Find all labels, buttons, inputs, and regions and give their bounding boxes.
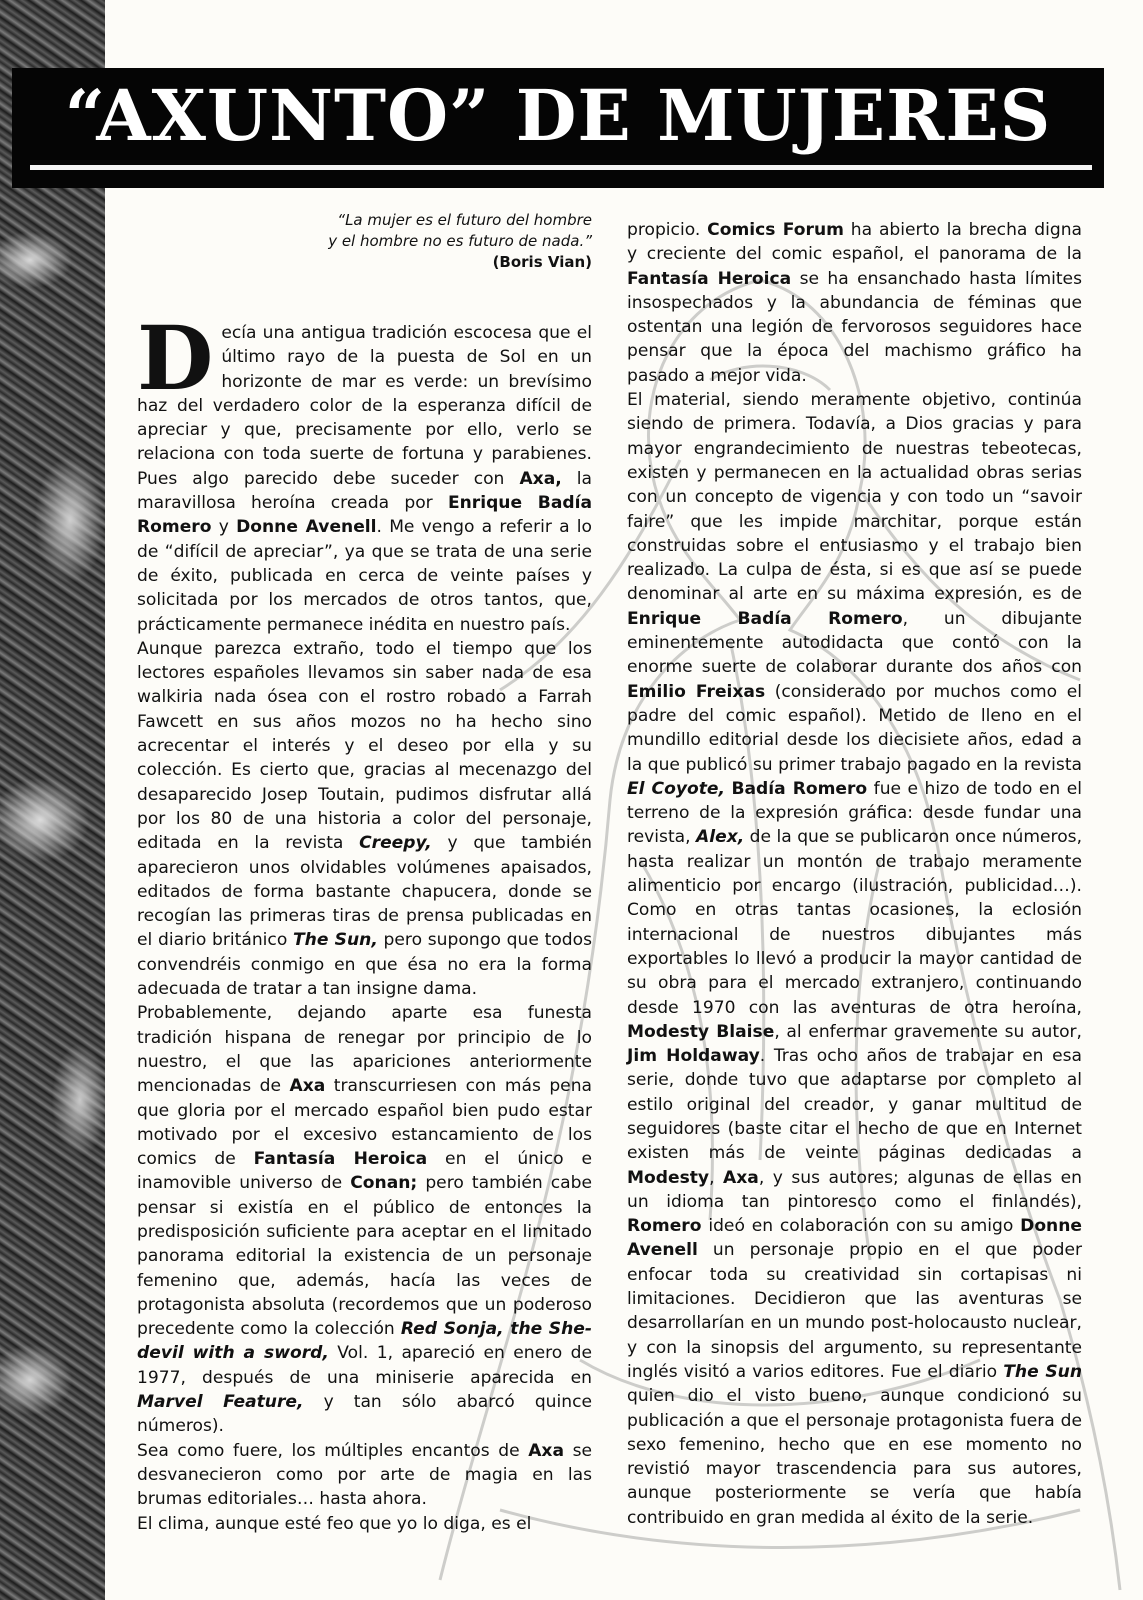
left-column [137,210,592,1536]
right-column [627,218,1082,1530]
title-the-sun: The Sun [1003,1361,1082,1382]
name-emilio-freixas: Emilio Freixas [627,681,766,702]
name-romero: Romero [627,1216,702,1237]
stone-texture-border [0,0,105,1600]
page-title: “AXUNTO” DE MUJERES [64,74,1052,157]
title-the-sun: The Sun, [293,930,378,951]
paragraph-2: Aunque parezca extraño, todo el tiempo que los lectores españoles llevamos sin saber nada de esa walkiria nada ósea con el rostro robado a Farrah Fawcett en sus años mozos no ha hecho sino acrecentar el interés y el deseo por ella y su colección. Es cierto que, gracias al mecenazgo del desaparecido Josep Toutain, pudimos disfrutar allá por los 80 de una historia a color del personaje, editada en la revista Creepy, y que también aparecieron unos olvidables volúmenes apaisados, editados de forma bastante chapucera, donde se recogían las primeras tiras de prensa publicadas en el diario británico The Sun, pero supongo que todos convendréis conmigo en que ésa no era la forma adecuada de tratar a tan insigne dama. [137,638,592,1000]
title-creepy: Creepy, [359,833,432,854]
title-red-sonja: Red Sonja, the She-devil with a sword, [137,1319,592,1364]
drop-cap: D [137,306,214,410]
title-underline [30,165,1092,170]
name-conan: Conan; [350,1173,418,1194]
name-enrique-badia-romero: Enrique Badía Romero [627,608,903,629]
epigraph [137,210,592,273]
name-jim-holdaway: Jim Holdaway [627,1046,760,1067]
name-modesty-blaise: Modesty Blaise [627,1021,775,1042]
paragraph-7: El material, siendo meramente objetivo, continúa siendo de primera. Todavía, a Dios gracias y para mayor engrandecimiento de nuestras tebeotecas, existen y permanecen en la actualidad obras serias con un concepto de vigencia y con todo un “savoir faire” que les impide marchitar, porque están construidas sobre el entusiasmo y el trabajo bien realizado. La culpa de ésta, si es que así se puede denominar al arte en su máxima expresión, es de Enrique Badía Romero, un dibujante eminentemente autodidacta que contó con la enorme suerte de colaborar durante dos años con Emilio Freixas (considerado por muchos como el padre del comic español). Metido de lleno en el mundillo editorial desde los diecisiete años, edad a la que publicó su primer trabajo pagado en la revista El Coyote, Badía Romero fue e hizo de todo en el terreno de la expresión gráfica: desde fundar una revista, Alex, de la que se publicaron once números, hasta realizar un montón de trabajo meramente alimenticio por encargo (ilustración, publicidad…). Como en otras tantas ocasiones, la eclosión internacional de nuestros dibujantes más exportables lo llevó a producir la mayor cantidad de su obra para el mercado extranjero, continuando desde 1970 con las aventuras de otra heroína, Modesty Blaise, al enfermar gravemente su autor, Jim Holdaway. Tras ocho años de trabajar en esa serie, donde tuvo que adaptarse por completo al estilo original del creador, y ganar multitud de seguidores (baste citar el hecho de que en Internet existen más de veinte páginas dedicadas a Modesty, Axa, y sus autores; algunas de ellas en un idioma tan pintoresco como el finlandés), Romero ideó en colaboración con su amigo Donne Avenell un personaje propio en el que poder enfocar toda su creatividad sin cortapisas ni limitaciones. Decidieron que las aventuras se desarrollarían en un mundo post-holocausto nuclear, y con la sinopsis del argumento, su representante inglés visitó a varios editores. Fue el diario The Sun quien dio el visto bueno, aunque condicionó su publicación a que el personaje protagonista fuera de sexo femenino, hecho que en ese momento no revistió mayor trascendencia para sus autores, aunque posteriormente se vería que había contribuido en gran medida al éxito de la serie. [627,390,1083,1528]
name-comics-forum: Comics Forum [707,220,844,240]
title-banner [12,68,1104,188]
genre-fantasia-heroica: Fantasía Heroica [253,1149,428,1170]
name-axa: Axa, [519,468,562,489]
epigraph-author: (Boris Vian) [492,253,592,271]
paragraph-6: propicio. Comics Forum ha abierto la brecha digna y creciente del comic español, el panorama de la Fantasía Heroica se ha ensanchado hasta límites insospechados y la abundancia de féminas que ostentan una legión de fervorosos seguidores hace pensar que la época del machismo gráfico ha pasado a mejor vida. [627,220,1083,386]
paragraph-1: Decía una antigua tradición escocesa que el último rayo de la puesta de Sol en un horizonte de mar es verde: un brevísimo haz del verdadero color de la esperanza difícil de apreciar y que, precisamente por ello, verlo se relaciona con toda suerte de fortuna y parabienes. Pues algo parecido debe suceder con Axa, la maravillosa heroína creada por Enrique Badía Romero y Donne Avenell. Me vengo a referir a lo de “difícil de apreciar”, ya que se trata de una serie de éxito, publicada en cerca de veinte países y solicitada por los mercados de otros tantos, que, prácticamente permanece inédita en nuestro país. [137,306,593,635]
name-donne-avenell: Donne Avenell [236,517,377,538]
name-badia-romero: Badía Romero [731,778,868,799]
paragraph-3: Probablemente, dejando aparte esa funesta tradición hispana de renegar por principio de lo nuestro, el que las apariciones anteriormente mencionadas de Axa transcurriesen con más pena que gloria por el mercado español bien pudo estar motivado por el excesivo estancamiento de los comics de Fantasía Heroica en el único e inamovible universo de Conan; pero también cabe pensar si existía en el público de entonces la predisposición suficiente para aceptar en el limitado panorama editorial la existencia de un personaje femenino que, además, hacía las veces de protagonista absoluta (recordemos que un poderoso precedente como la colección Red Sonja, the She-devil with a sword, Vol. 1, apareció en enero de 1977, después de una miniserie aparecida en Marvel Feature, y tan sólo abarcó quince números). [137,1003,593,1437]
name-axa: Axa [528,1440,564,1461]
name-axa: Axa [289,1076,326,1097]
genre-fantasia-heroica: Fantasía Heroica [627,268,792,289]
title-alex: Alex, [696,827,745,848]
name-axa: Axa [723,1167,759,1188]
paragraph-4: Sea como fuere, los múltiples encantos de Axa se desvanecieron como por arte de magia en las brumas editoriales… hasta ahora. [137,1440,592,1510]
epigraph-line-1: “La mujer es el futuro del hombre [337,211,592,229]
epigraph-line-2: y el hombre no es futuro de nada.” [328,232,592,250]
name-enrique-badia-romero: Enrique Badía Romero [137,493,593,538]
title-marvel-feature: Marvel Feature, [137,1392,304,1413]
name-modesty: Modesty [627,1167,710,1188]
title-el-coyote: El Coyote, [627,778,725,799]
name-donne-avenell: Donne Avenell [627,1216,1082,1261]
paragraph-5: El clima, aunque esté feo que yo lo diga, es el [137,1513,532,1534]
